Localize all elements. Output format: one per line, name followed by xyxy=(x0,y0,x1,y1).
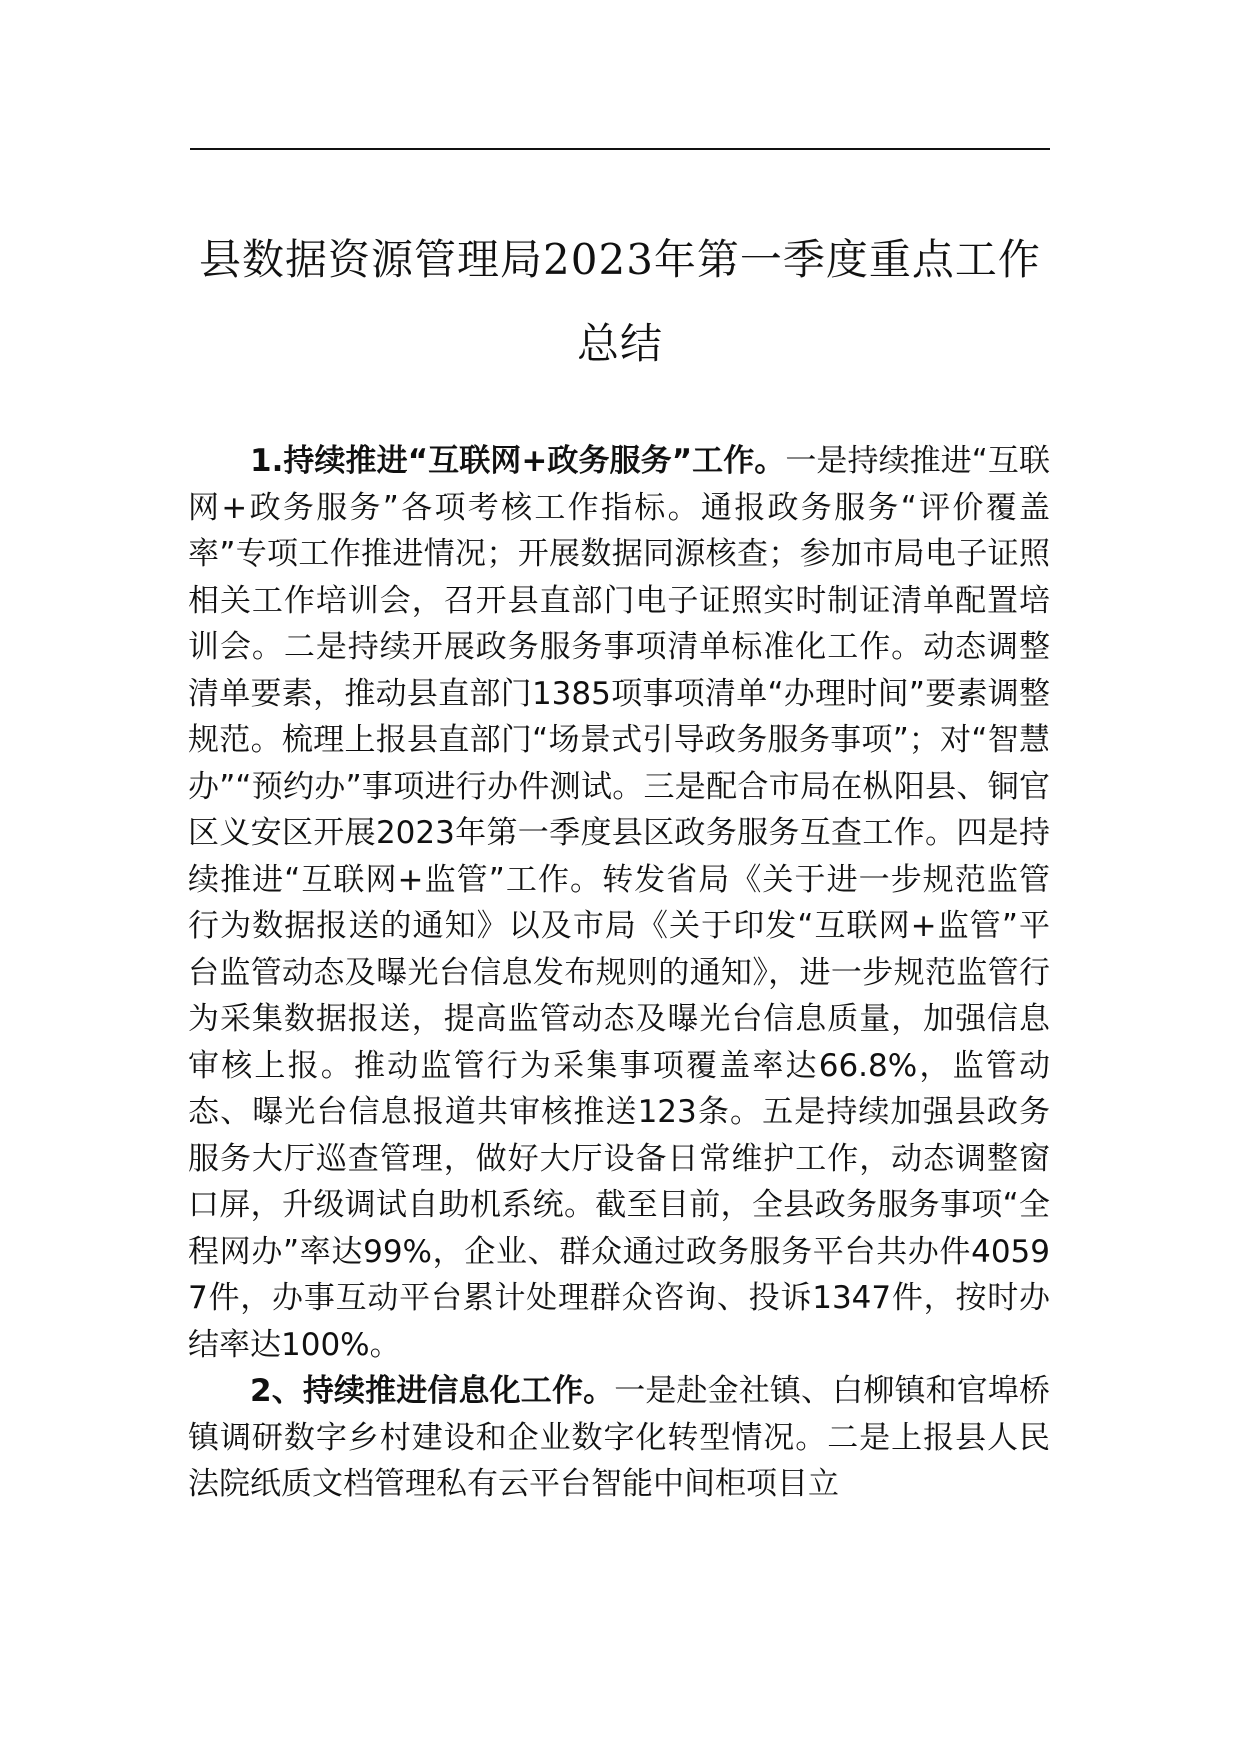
section-1-text: 一是持续推进“互联网+政务服务”各项考核工作指标。通报政务服务“评价覆盖率”专项工作推进情况；开展数据同源核查；参加市局电子证照相关工作培训会，召开县直部门电子证照实时制证清单配置培训会。二是持续开展政务服务事项清单标准化工作。动态调整清单要素，推动县直部门1385项事项清单“办理时间”要素调整规范。梳理上报县直部门“场景式引导政务服务事项”；对“智慧办”“预约办”事项进行办件测试。三是配合市局在枞阳县、铜官区义安区开展2023年第一季度县区政务服务互查工作。四是持续推进“互联网+监管”工作。转发省局《关于进一步规范监管行为数据报送的通知》以及市局《关于印发“互联网+监管”平台监管动态及曝光台信息发布规则的通知》，进一步规范监管行为采集数据报送，提高监管动态及曝光台信息质量，加强信息审核上报。推动监管行为采集事项覆盖率达66.8%，监管动态、曝光台信息报道共审核推送123条。五是持续加强县政务服务大厅巡查管理，做好大厅设备日常维护工作，动态调整窗口屏，升级调试自助机系统。截至目前，全县政务服务事项“全程网办”率达99%，企业、群众通过政务服务平台共办件40597件，办事互动平台累计处理群众咨询、投诉1347件，按时办结率达100%。 xyxy=(188,443,1050,1363)
header-rule xyxy=(190,148,1050,150)
document-title: 县数据资源管理局2023年第一季度重点工作总结 xyxy=(199,235,1041,368)
section-1-heading: 1.持续推进“互联网+政务服务”工作。 xyxy=(250,443,786,479)
section-2-paragraph xyxy=(188,1368,1050,1508)
section-2-heading: 2、持续推进信息化工作。 xyxy=(250,1373,615,1409)
document-body xyxy=(188,438,1050,1508)
section-1-paragraph xyxy=(188,438,1050,1368)
section-2-text: 一是赴金社镇、白柳镇和官埠桥镇调研数字乡村建设和企业数字化转型情况。二是上报县人民法院纸质文档管理私有云平台智能中间柜项目立 xyxy=(188,1373,1050,1502)
